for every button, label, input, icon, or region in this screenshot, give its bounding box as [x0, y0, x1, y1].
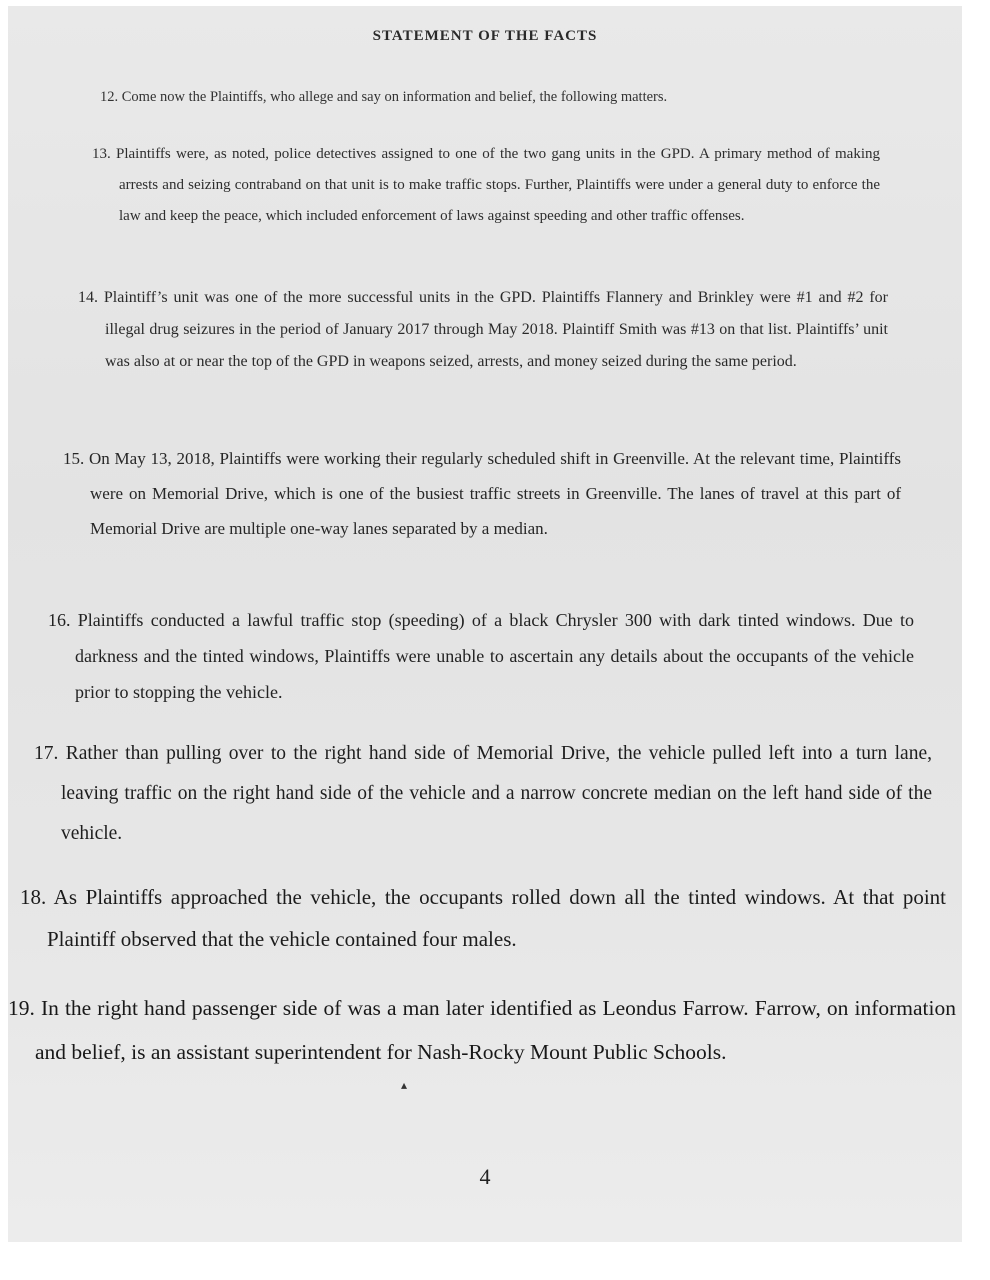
page-title: STATEMENT OF THE FACTS — [372, 28, 598, 44]
paragraph-12: 12. Come now the Plaintiffs, who allege and say on information and belief, the following matters. — [100, 89, 668, 105]
paragraph-15: 15. On May 13, 2018, Plaintiffs were working their regularly scheduled shift in Greenville. At the relevant time, Plaintiffs were on Memorial Drive, which is one of the busiest traffic streets in Greenville. The lanes of travel at this part of Memorial Drive are multiple one-way lanes separated by a median. — [63, 449, 901, 538]
paragraph-19: 19. In the right hand passenger side of was a man later identified as Leondus Farrow. Farrow, on information and belief, is an assistant superintendent for Nash-Rocky Mount Public Schools. — [8, 996, 956, 1064]
paragraph-18: 18. As Plaintiffs approached the vehicle, the occupants rolled down all the tinted windows. At that point Plaintiff observed that the vehicle contained four males. — [20, 885, 946, 951]
paragraph-17: 17. Rather than pulling over to the right hand side of Memorial Drive, the vehicle pulled left into a turn lane, leaving traffic on the right hand side of the vehicle and a narrow concrete median on the left hand side of the vehicle. — [34, 743, 932, 844]
paragraph-13: 13. Plaintiffs were, as noted, police detectives assigned to one of the two gang units in the GPD. A primary method of making arrests and seizing contraband on that unit is to make traffic stops. Further, Plaintiffs were under a general duty to enforce the law and keep the peace, which included enforcement of laws against speeding and other traffic offenses. — [92, 146, 880, 224]
stray-mark-icon: ▴ — [401, 1078, 408, 1092]
document-page — [8, 6, 962, 1242]
paragraph-16: 16. Plaintiffs conducted a lawful traffic stop (speeding) of a black Chrysler 300 with dark tinted windows. Due to darkness and the tinted windows, Plaintiffs were unable to ascertain any details about the occupants of the vehicle prior to stopping the vehicle. — [48, 610, 914, 702]
page-number: 4 — [479, 1164, 491, 1189]
paragraph-14: 14. Plaintiff’s unit was one of the more successful units in the GPD. Plaintiffs Flannery and Brinkley were #1 and #2 for illegal drug seizures in the period of January 2017 through May 2018. Plaintiff Smith was #13 on that list. Plaintiffs’ unit was also at or near the top of the GPD in weapons seized, arrests, and money seized during the same period. — [78, 289, 888, 370]
